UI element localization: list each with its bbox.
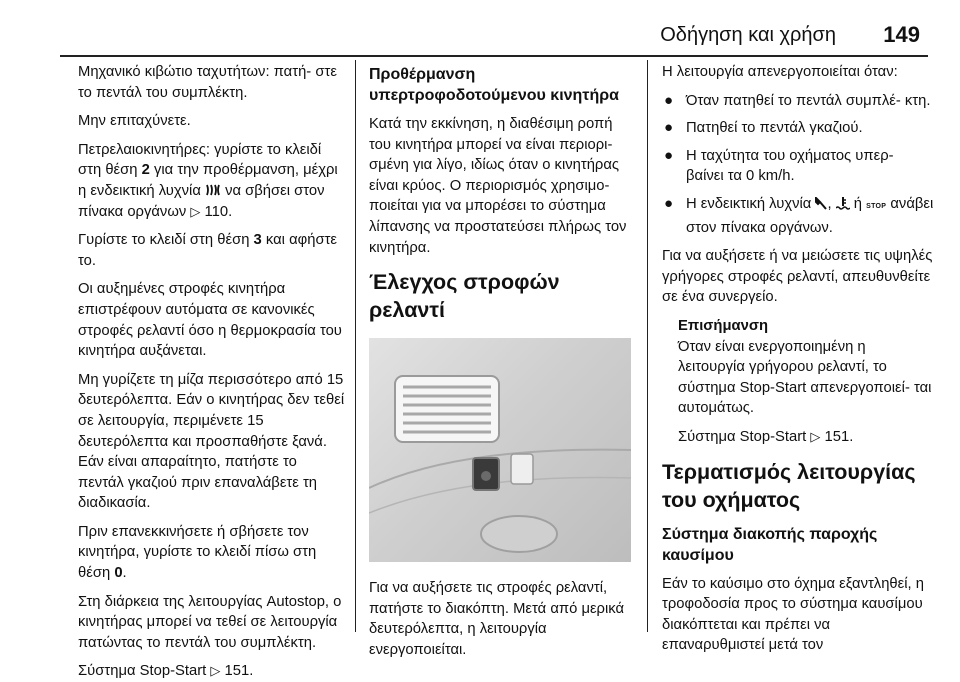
service-wrench-icon — [815, 197, 827, 210]
subheading: Σύστημα διακοπής παροχής καυσίμου — [662, 525, 878, 564]
key-position: 0 — [114, 565, 123, 582]
paragraph: Για να αυξήσετε ή να μειώσετε τις υψηλές γρήγορες στροφές ρελαντί, απευθυνθείτε σε ένα συνεργείο. — [662, 248, 933, 306]
section-heading: Έλεγχος στροφών ρελαντί — [369, 270, 560, 323]
note-heading: Επισήμανση — [678, 317, 769, 334]
paragraph: Μην επιταχύνετε. — [78, 113, 191, 130]
condition-list — [662, 91, 934, 239]
key-position: 3 — [253, 232, 262, 249]
list-item: ● Όταν πατηθεί το πεντάλ συμπλέ- κτη. — [664, 91, 931, 109]
note-box — [662, 316, 934, 448]
key-position: 2 — [141, 162, 150, 179]
paragraph: Πετρελαιοκινητήρες: γυρίστε το κλειδί στη θέση 2 για την προθέρμανση, μέχρι η ενδεικτική λυχνία να σβήσει στον πίνακα οργάνων ▷ 110. — [78, 141, 338, 220]
page-header — [60, 0, 928, 56]
list-item: ● Η ενδεικτική λυχνία , ή STOP ανάβει στον πίνακα οργάνων. — [664, 194, 934, 236]
column-2 — [369, 62, 635, 658]
page-ref-icon: ▷ — [210, 663, 221, 679]
column-divider — [647, 60, 648, 632]
section-heading: Τερματισμός λειτουργίας του οχήματος — [662, 459, 916, 512]
paragraph: Κατά την εκκίνηση, η διαθέσιμη ροπή του κινητήρα μπορεί να είναι περιορι- σμένη για λίγο, ιδίως όταν ο κινητήρας είναι κρύος. Ο περιορισμός χρησιμο- ποιείται για να μπορέσει το σύστημα λίπανσης να προστατεύσει πλήρως τον κινητήρα. — [369, 116, 627, 256]
dashboard-illustration — [369, 338, 631, 562]
paragraph: Μηχανικό κιβώτιο ταχυτήτων: πατή- στε το πεντάλ του συμπλέκτη. — [78, 64, 337, 101]
glow-plug-icon — [205, 184, 221, 196]
column-3 — [662, 62, 934, 654]
header-rule — [60, 55, 928, 57]
stop-indicator-icon: STOP — [866, 202, 887, 210]
paragraph: Σύστημα Stop-Start ▷ 151. — [78, 663, 254, 680]
paragraph: Εάν το καύσιμο στο όχημα εξαντληθεί, η τροφοδοσία προς το σύστημα καυσίμου διακόπτεται και πρέπει να επαναρυθμιστεί μετά τον — [662, 575, 925, 654]
section-title: Οδήγηση και χρήση — [660, 24, 836, 46]
column-divider — [355, 60, 356, 632]
column-1 — [78, 62, 346, 680]
coolant-temperature-icon — [836, 197, 850, 210]
note-reference: Σύστημα Stop-Start ▷ 151. — [678, 428, 854, 445]
list-item: ● Η ταχύτητα του οχήματος υπερ- βαίνει τα 0 km/h. — [664, 146, 894, 185]
paragraph: Πριν επανεκκινήσετε ή σβήσετε τον κινητήρα, γυρίστε το κλειδί πίσω στη θέση 0. — [78, 523, 317, 582]
page-ref-icon: ▷ — [810, 428, 821, 444]
idle-switch-photo — [369, 338, 631, 562]
note-text: Όταν είναι ενεργοποιημένη η λειτουργία γρήγορου ρελαντί, το σύστημα Stop-Start απενεργοποιεί- ται αυτομάτως. — [678, 338, 932, 417]
paragraph: Γυρίστε το κλειδί στη θέση 3 και αφήστε το. — [78, 232, 338, 269]
page-ref-icon: ▷ — [190, 203, 201, 219]
paragraph: Μη γυρίζετε τη μίζα περισσότερο από 15 δευτερόλεπτα. Εάν ο κινητήρας δεν τεθεί σε λειτουργία, περιμένετε 15 δευτερόλεπτα και προσπαθήστε ξανά. Εάν είναι απαραίτητο, πατήστε το πεντάλ γκαζιού πριν επαναλάβετε τη διαδικασία. — [78, 371, 345, 512]
paragraph: Η λειτουργία απενεργοποιείται όταν: — [662, 64, 898, 80]
paragraph: Για να αυξήσετε τις στροφές ρελαντί, πατήστε το διακόπτη. Μετά από μερικά δευτερόλεπτα, η λειτουργία ενεργοποιείται. — [369, 580, 625, 658]
subheading: Προθέρμανση υπερτροφοδοτούμενου κινητήρα — [369, 66, 619, 104]
paragraph: Οι αυξημένες στροφές κινητήρα επιστρέφουν αυτόματα σε κανονικές στροφές ρελαντί όσο η θερμοκρασία του κινητήρα αυξάνεται. — [78, 281, 342, 360]
list-item: ● Πατηθεί το πεντάλ γκαζιού. — [664, 119, 863, 137]
paragraph: Στη διάρκεια της λειτουργίας Autostop, ο κινητήρας μπορεί να τεθεί σε λειτουργία πατώντας το πεντάλ του συμπλέκτη. — [78, 593, 342, 651]
page-number: 149 — [883, 22, 920, 47]
